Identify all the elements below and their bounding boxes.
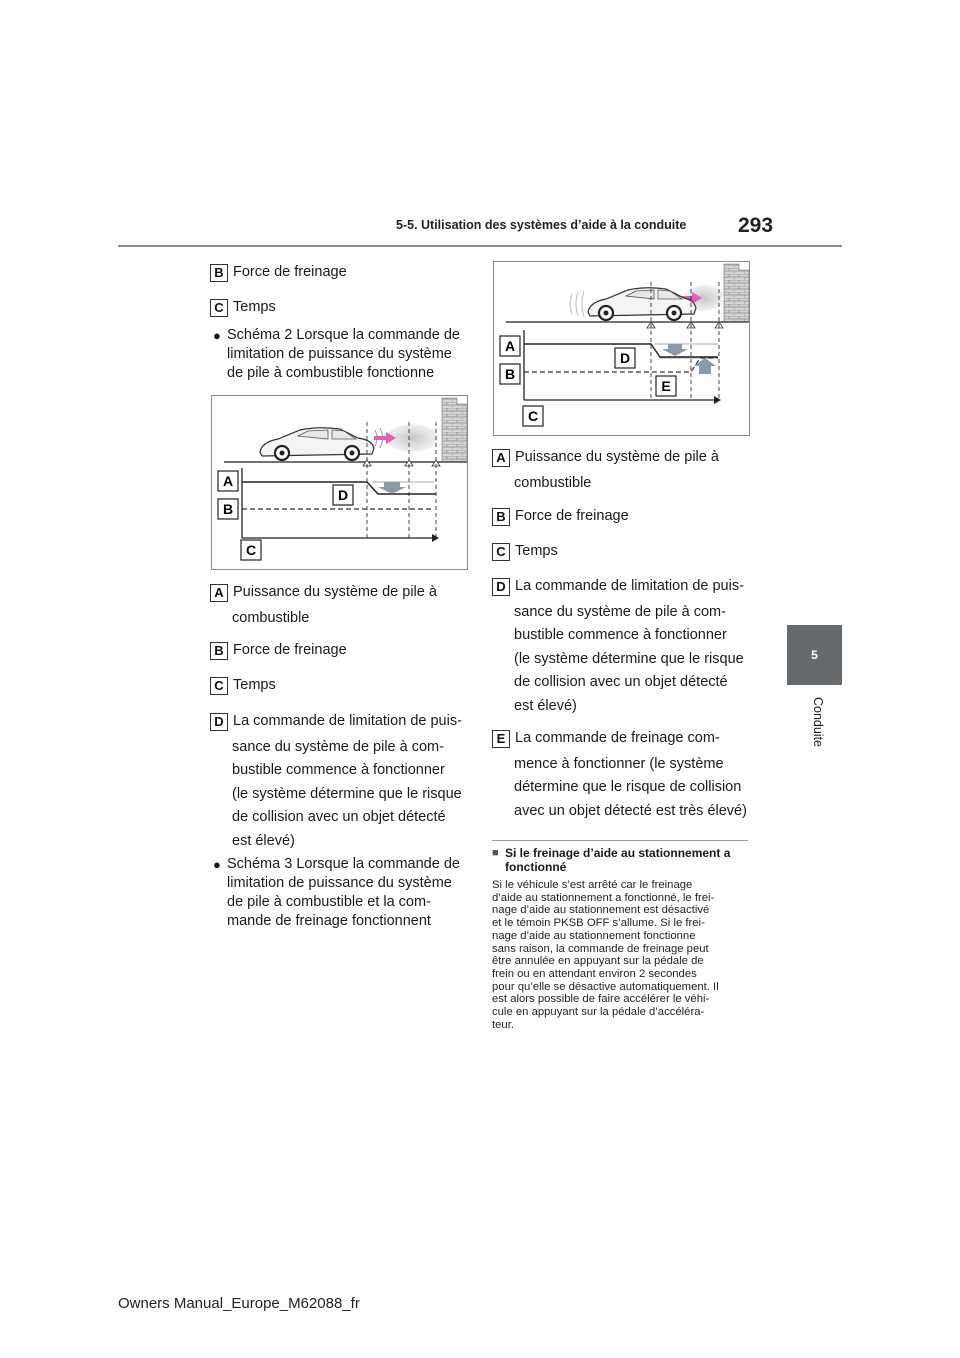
note-line: être annulée en appuyant sur la pédale de [492, 955, 704, 968]
legend-text: La commande de limitation de puis- [515, 578, 744, 594]
chapter-label: Conduite [811, 696, 825, 748]
legend-text-cont: de collision avec un objet détecté [514, 674, 728, 691]
legend-item [210, 675, 276, 695]
legend-text-cont: avec un objet détecté est très élevé) [514, 802, 747, 819]
note-title-line: fonctionné [505, 860, 567, 874]
legend-text: Force de freinage [233, 642, 347, 658]
diagram-schema-3 [493, 261, 750, 436]
legend-text-cont: sance du système de pile à com- [232, 739, 444, 755]
legend-text-cont: est élevé) [514, 697, 577, 714]
legend-badge: B [210, 642, 228, 660]
legend-text: La commande de limitation de puis- [233, 713, 462, 729]
diagram-label-a [500, 336, 520, 356]
legend-text-cont: sance du système de pile à com- [514, 604, 726, 620]
diagram-label-b [500, 364, 520, 384]
bullet-line: Schéma 3 Lorsque la commande de [227, 856, 460, 872]
legend-text: Puissance du système de pile à [515, 449, 719, 465]
bullet-line: de pile à combustible fonctionne [227, 365, 435, 381]
diagram-label-b [218, 499, 238, 519]
bullet-dot-icon: ● [213, 328, 221, 343]
legend-badge: E [492, 730, 510, 748]
svg-text:C: C [527, 408, 539, 424]
arrow-down-icon [378, 482, 406, 494]
diagram-label-c [523, 406, 543, 426]
svg-text:D: D [619, 350, 631, 366]
legend-text: Force de freinage [515, 508, 629, 524]
note-title-line: Si le freinage d’aide au stationnement a [505, 846, 731, 860]
legend-text-cont: détermine que le risque de collision [514, 779, 742, 796]
note-line: teur. [492, 1018, 514, 1031]
legend-item [492, 447, 719, 495]
diagram-label-d [615, 348, 635, 368]
bullet-dot-icon: ● [213, 857, 221, 872]
header-divider [118, 245, 842, 247]
legend-badge: B [492, 508, 510, 526]
svg-text:C: C [245, 542, 257, 558]
note-line: nage d’aide au stationnement fonctionne [492, 929, 696, 942]
bullet-item [213, 855, 460, 931]
legend-item [210, 582, 437, 630]
legend-text-cont: mence à fonctionner (le système [514, 756, 724, 772]
legend-text-cont: (le système détermine que le risque [514, 650, 744, 667]
page-number: 293 [738, 214, 774, 237]
legend-text-cont: combustible [514, 475, 592, 491]
note-line: frein ou en attendant environ 2 secondes [492, 967, 697, 980]
diagram-svg [494, 262, 749, 435]
legend-text-cont: est élevé) [232, 832, 295, 849]
legend-text-cont: bustible commence à fonctionner [514, 627, 727, 644]
legend-item [492, 541, 558, 561]
legend-item [492, 506, 629, 526]
legend-badge: D [492, 578, 510, 596]
legend-text-cont: de collision avec un objet détecté [232, 809, 446, 826]
arrow-up-icon [694, 358, 716, 374]
legend-text: La commande de freinage com- [515, 730, 720, 746]
legend-badge: A [492, 449, 510, 467]
legend-item [492, 728, 747, 823]
legend-item [210, 262, 347, 282]
svg-text:A: A [504, 338, 516, 354]
legend-item [492, 576, 744, 718]
legend-text: Temps [233, 299, 276, 315]
svg-text:E: E [661, 378, 671, 394]
note-line: et le témoin PKSB OFF s’allume. Si le frei- [492, 917, 705, 930]
diagram-svg [212, 396, 467, 569]
diagram-label-e [656, 376, 676, 396]
diagram-label-c [241, 540, 261, 560]
legend-badge: A [210, 584, 228, 602]
legend-badge: C [492, 543, 510, 561]
section-title: 5-5. Utilisation des systèmes d’aide à la conduite [396, 218, 687, 232]
note-heading [492, 846, 750, 874]
legend-badge: C [210, 677, 228, 695]
square-bullet-icon: ■ [492, 847, 499, 859]
wall-icon [724, 264, 749, 322]
legend-text-cont: combustible [232, 610, 310, 626]
wall-icon [442, 398, 467, 462]
legend-text-cont: bustible commence à fonctionner [232, 762, 445, 779]
note-body [492, 879, 750, 1031]
note-line: d’aide au stationnement a fonctionné, le frei- [492, 891, 715, 904]
legend-item [210, 297, 276, 317]
note-line: pour qu’elle se désactive automatiquement. Il [492, 980, 719, 993]
bullet-line: limitation de puissance du système [227, 875, 452, 891]
car-icon [588, 288, 696, 320]
legend-item [210, 640, 347, 660]
car-icon [260, 428, 374, 460]
bullet-line: mande de freinage fonctionnent [227, 913, 431, 929]
legend-item [210, 711, 462, 853]
note-line: Si le véhicule s’est arrêté car le freinage [492, 879, 693, 891]
bullet-line: limitation de puissance du système [227, 346, 452, 362]
bullet-line: de pile à combustible et la com- [227, 894, 431, 910]
note-line: nage d’aide au stationnement est désactivé [492, 904, 710, 917]
legend-text-cont: (le système détermine que le risque [232, 785, 462, 802]
bullet-item [213, 326, 460, 383]
note-line: cule en appuyant sur la pédale d’accéléra- [492, 1006, 705, 1019]
legend-text: Temps [515, 543, 558, 559]
note-section [492, 846, 750, 1031]
note-line: est alors possible de faire accélérer le véhi- [492, 993, 710, 1006]
bullet-line: Schéma 2 Lorsque la commande de [227, 327, 460, 343]
arrow-down-icon [662, 344, 688, 356]
note-line: sans raison, la commande de freinage peut [492, 942, 709, 955]
legend-badge: D [210, 713, 228, 731]
legend-badge: B [210, 264, 228, 282]
svg-text:B: B [504, 366, 516, 382]
legend-text: Force de freinage [233, 264, 347, 280]
diagram-schema-2 [211, 395, 468, 570]
chapter-number: 5 [811, 648, 818, 662]
svg-text:D: D [337, 487, 349, 503]
diagram-label-a [218, 471, 238, 491]
note-divider [492, 840, 748, 841]
legend-text: Temps [233, 677, 276, 693]
legend-text: Puissance du système de pile à [233, 584, 437, 600]
diagram-label-d [333, 485, 353, 505]
svg-text:A: A [222, 473, 234, 489]
legend-badge: C [210, 299, 228, 317]
svg-text:B: B [222, 501, 234, 517]
footer-text: Owners Manual_Europe_M62088_fr [118, 1295, 360, 1312]
